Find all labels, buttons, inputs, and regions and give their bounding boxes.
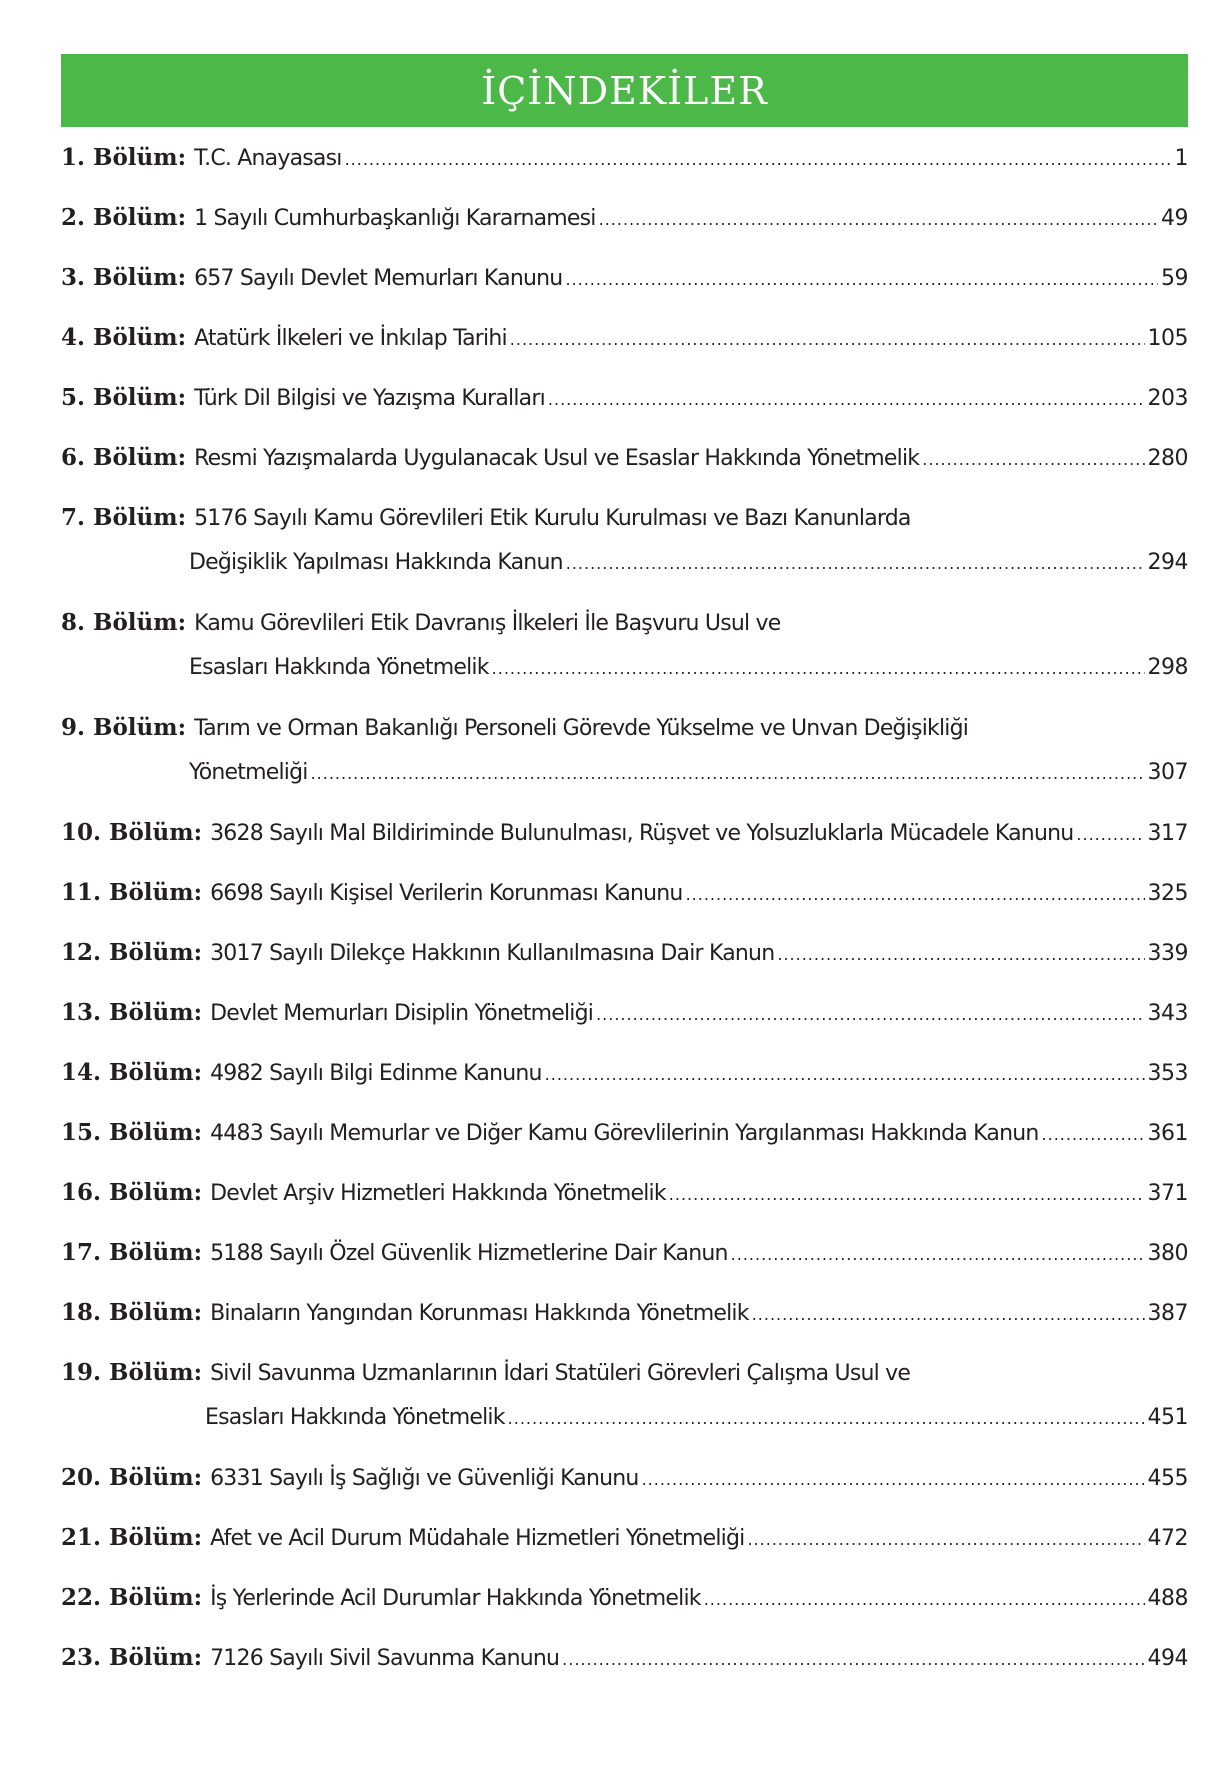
chapter-label: 7. Bölüm:: [61, 504, 187, 531]
page-number: 1: [1174, 146, 1188, 171]
chapter-title: Resmi Yazışmalarda Uygulanacak Usul ve Esaslar Hakkında Yönetmelik: [194, 446, 920, 471]
leader-dots: [311, 756, 1145, 791]
page-number: 455: [1147, 1466, 1188, 1491]
toc-entry-line: [61, 1355, 1188, 1390]
toc-entry-line: [61, 1295, 1188, 1330]
chapter-title: 5176 Sayılı Kamu Görevlileri Etik Kurulu Kurulması ve Bazı Kanunlarda: [194, 506, 911, 531]
page-number: 488: [1147, 1586, 1188, 1611]
toc-entry[interactable]: [61, 500, 1188, 580]
chapter-title: 3017 Sayılı Dilekçe Hakkının Kullanılmasına Dair Kanun: [210, 941, 775, 966]
leader-dots: [922, 442, 1144, 477]
chapter-label: 18. Bölüm:: [61, 1299, 203, 1326]
toc-entry-line: [61, 875, 1188, 910]
leader-dots: [345, 142, 1172, 177]
toc-entry[interactable]: [61, 320, 1188, 355]
chapter-label: 16. Bölüm:: [61, 1179, 203, 1206]
page-number: 294: [1147, 550, 1188, 575]
toc-entry[interactable]: [61, 260, 1188, 295]
page-number: 307: [1147, 760, 1188, 785]
leader-dots: [596, 997, 1144, 1032]
page-number: 105: [1147, 326, 1188, 351]
chapter-label: 3. Bölüm:: [61, 264, 187, 291]
leader-dots: [548, 382, 1145, 417]
chapter-title-continued: Esasları Hakkında Yönetmelik: [189, 655, 489, 680]
page-number: 353: [1147, 1061, 1188, 1086]
toc-entry-line: [61, 1520, 1188, 1555]
chapter-label: 13. Bölüm:: [61, 999, 203, 1026]
toc-entry-line: [61, 755, 1188, 790]
table-of-contents: [61, 140, 1188, 1700]
page-number: 203: [1147, 386, 1188, 411]
page-number: 451: [1147, 1405, 1188, 1430]
chapter-label: 1. Bölüm:: [61, 144, 187, 171]
chapter-title: 657 Sayılı Devlet Memurları Kanunu: [194, 266, 563, 291]
leader-dots: [747, 1522, 1144, 1557]
toc-entry[interactable]: [61, 1235, 1188, 1270]
chapter-title: 5188 Sayılı Özel Güvenlik Hizmetlerine Dair Kanun: [210, 1241, 728, 1266]
toc-entry-line: [61, 1235, 1188, 1270]
toc-entry-line: [61, 1580, 1188, 1615]
toc-entry-line: [61, 1175, 1188, 1210]
chapter-label: 9. Bölüm:: [61, 714, 187, 741]
chapter-label: 19. Bölüm:: [61, 1359, 203, 1386]
leader-dots: [565, 262, 1158, 297]
chapter-title: 6331 Sayılı İş Sağlığı ve Güvenliği Kanunu: [210, 1466, 639, 1491]
toc-entry[interactable]: [61, 440, 1188, 475]
toc-entry[interactable]: [61, 1055, 1188, 1090]
page-number: 298: [1147, 655, 1188, 680]
chapter-title: İş Yerlerinde Acil Durumlar Hakkında Yönetmelik: [210, 1586, 701, 1611]
title-banner: [61, 54, 1188, 127]
leader-dots: [1042, 1117, 1145, 1152]
toc-entry-line: [61, 995, 1188, 1030]
chapter-title: Sivil Savunma Uzmanlarının İdari Statüleri Görevleri Çalışma Usul ve: [210, 1361, 911, 1386]
chapter-title: Atatürk İlkeleri ve İnkılap Tarihi: [194, 326, 507, 351]
leader-dots: [508, 1401, 1145, 1436]
chapter-title: Afet ve Acil Durum Müdahale Hizmetleri Yönetmeliği: [210, 1526, 745, 1551]
toc-entry-line: [61, 815, 1188, 850]
chapter-title: 4982 Sayılı Bilgi Edinme Kanunu: [210, 1061, 542, 1086]
toc-entry-line: [61, 605, 1188, 640]
chapter-label: 6. Bölüm:: [61, 444, 187, 471]
page-number: 59: [1161, 266, 1188, 291]
toc-entry-line: [61, 320, 1188, 355]
chapter-label: 23. Bölüm:: [61, 1644, 203, 1671]
toc-entry-line: [61, 500, 1188, 535]
toc-entry-line: [61, 440, 1188, 475]
chapter-title: Kamu Görevlileri Etik Davranış İlkeleri İle Başvuru Usul ve: [194, 611, 781, 636]
page-number: 325: [1147, 881, 1188, 906]
leader-dots: [566, 546, 1145, 581]
page-number: 317: [1147, 821, 1188, 846]
chapter-label: 15. Bölüm:: [61, 1119, 203, 1146]
leader-dots: [642, 1462, 1145, 1497]
page-number: 361: [1147, 1121, 1188, 1146]
chapter-title: Devlet Arşiv Hizmetleri Hakkında Yönetmelik: [210, 1181, 666, 1206]
toc-entry-line: [61, 1460, 1188, 1495]
toc-entry-line: [61, 140, 1188, 175]
toc-entry[interactable]: [61, 1520, 1188, 1555]
toc-entry[interactable]: [61, 815, 1188, 850]
page-number: 343: [1147, 1001, 1188, 1026]
leader-dots: [777, 937, 1144, 972]
page-number: 387: [1147, 1301, 1188, 1326]
toc-entry[interactable]: [61, 1175, 1188, 1210]
leader-dots: [752, 1297, 1145, 1332]
toc-entry[interactable]: [61, 1115, 1188, 1150]
chapter-label: 21. Bölüm:: [61, 1524, 203, 1551]
toc-entry[interactable]: [61, 935, 1188, 970]
chapter-title: T.C. Anayasası: [194, 146, 342, 171]
page-number: 494: [1147, 1646, 1188, 1671]
page-number: 280: [1147, 446, 1188, 471]
chapter-label: 12. Bölüm:: [61, 939, 203, 966]
toc-entry-line: [61, 1400, 1188, 1435]
toc-entry-line: [61, 710, 1188, 745]
leader-dots: [492, 651, 1145, 686]
chapter-title: Devlet Memurları Disiplin Yönetmeliği: [210, 1001, 594, 1026]
leader-dots: [669, 1177, 1145, 1212]
chapter-title: 7126 Sayılı Sivil Savunma Kanunu: [210, 1646, 560, 1671]
toc-entry[interactable]: [61, 710, 1188, 790]
page-number: 49: [1161, 206, 1188, 231]
toc-entry[interactable]: [61, 605, 1188, 685]
toc-entry-line: [61, 200, 1188, 235]
toc-entry[interactable]: [61, 1460, 1188, 1495]
chapter-label: 5. Bölüm:: [61, 384, 187, 411]
leader-dots: [686, 877, 1145, 912]
page-number: 371: [1147, 1181, 1188, 1206]
toc-entry[interactable]: [61, 1580, 1188, 1615]
toc-entry[interactable]: [61, 380, 1188, 415]
toc-entry-line: [61, 935, 1188, 970]
chapter-title-continued: Esasları Hakkında Yönetmelik: [205, 1405, 505, 1430]
chapter-label: 20. Bölüm:: [61, 1464, 203, 1491]
toc-entry[interactable]: [61, 1640, 1188, 1675]
toc-entry[interactable]: [61, 1355, 1188, 1435]
chapter-title: 1 Sayılı Cumhurbaşkanlığı Kararnamesi: [194, 206, 596, 231]
toc-entry-line: [61, 1055, 1188, 1090]
leader-dots: [704, 1582, 1145, 1617]
chapter-title: Türk Dil Bilgisi ve Yazışma Kuralları: [194, 386, 545, 411]
leader-dots: [731, 1237, 1145, 1272]
chapter-title-continued: Değişiklik Yapılması Hakkında Kanun: [189, 550, 563, 575]
toc-entry-line: [61, 1640, 1188, 1675]
toc-entry[interactable]: [61, 875, 1188, 910]
toc-entry-line: [61, 260, 1188, 295]
chapter-label: 17. Bölüm:: [61, 1239, 203, 1266]
leader-dots: [545, 1057, 1145, 1092]
leader-dots: [599, 202, 1158, 237]
chapter-title: 4483 Sayılı Memurlar ve Diğer Kamu Görevlilerinin Yargılanması Hakkında Kanun: [210, 1121, 1039, 1146]
chapter-label: 4. Bölüm:: [61, 324, 187, 351]
chapter-label: 11. Bölüm:: [61, 879, 203, 906]
toc-entry[interactable]: [61, 995, 1188, 1030]
chapter-title: Tarım ve Orman Bakanlığı Personeli Görevde Yükselme ve Unvan Değişikliği: [194, 716, 969, 741]
toc-entry-line: [61, 650, 1188, 685]
page-number: 380: [1147, 1241, 1188, 1266]
toc-entry-line: [61, 545, 1188, 580]
chapter-label: 8. Bölüm:: [61, 609, 187, 636]
toc-entry[interactable]: [61, 1295, 1188, 1330]
chapter-label: 2. Bölüm:: [61, 204, 187, 231]
chapter-title-continued: Yönetmeliği: [189, 760, 308, 785]
toc-entry-line: [61, 380, 1188, 415]
chapter-title: Binaların Yangından Korunması Hakkında Yönetmelik: [210, 1301, 749, 1326]
leader-dots: [1076, 817, 1144, 852]
chapter-label: 14. Bölüm:: [61, 1059, 203, 1086]
leader-dots: [562, 1642, 1144, 1677]
chapter-label: 10. Bölüm:: [61, 819, 203, 846]
chapter-title: 3628 Sayılı Mal Bildiriminde Bulunulması, Rüşvet ve Yolsuzluklarla Mücadele Kanunu: [210, 821, 1074, 846]
toc-entry-line: [61, 1115, 1188, 1150]
leader-dots: [510, 322, 1145, 357]
page-title: İÇİNDEKİLER: [481, 68, 768, 113]
page-number: 472: [1147, 1526, 1188, 1551]
chapter-label: 22. Bölüm:: [61, 1584, 203, 1611]
page-number: 339: [1147, 941, 1188, 966]
toc-entry[interactable]: [61, 200, 1188, 235]
chapter-title: 6698 Sayılı Kişisel Verilerin Korunması Kanunu: [210, 881, 683, 906]
toc-entry[interactable]: [61, 140, 1188, 175]
